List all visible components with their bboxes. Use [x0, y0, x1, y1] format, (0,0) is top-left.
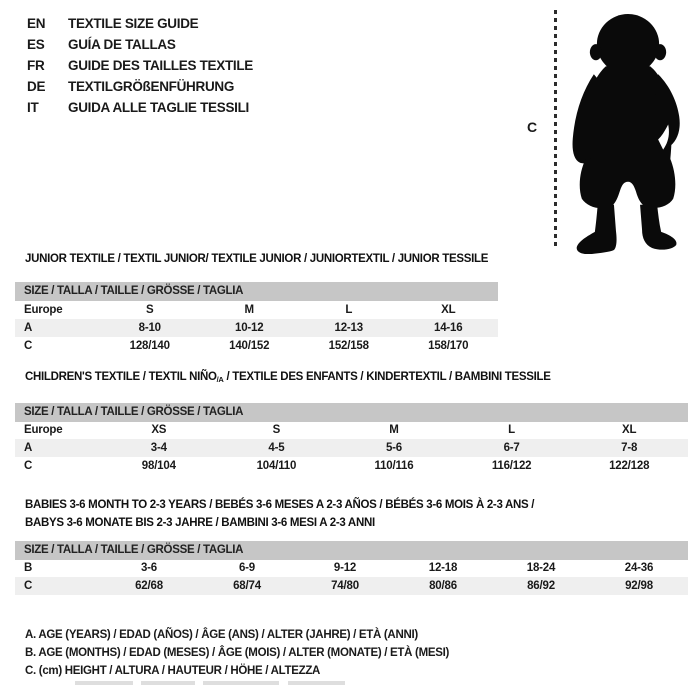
size-cell: 122/128	[609, 460, 650, 472]
size-cell: 6-7	[503, 442, 520, 454]
children-title-prefix: CHILDREN'S TEXTILE / TEXTIL NIÑO	[25, 371, 217, 383]
row-label: C	[24, 460, 33, 472]
children-table-title	[25, 371, 551, 384]
size-cell: S	[146, 304, 154, 316]
language-row-fr	[27, 55, 253, 76]
size-cell: XL	[441, 304, 456, 316]
size-cell: 24-36	[624, 562, 654, 574]
size-cell: 128/140	[129, 340, 170, 352]
size-cell: 74/80	[331, 580, 359, 592]
junior-size-header: SIZE / TALLA / TAILLE / GRÖSSE / TAGLIA	[15, 282, 498, 301]
row-label: C	[24, 580, 33, 592]
row-label: A	[24, 322, 33, 334]
language-code: EN	[27, 16, 46, 31]
size-cell: 158/170	[428, 340, 469, 352]
language-row-es	[27, 34, 253, 55]
language-row-en	[27, 13, 253, 34]
size-cell: 14-16	[434, 322, 463, 334]
language-code: ES	[27, 37, 45, 52]
size-cell: XS	[151, 424, 167, 436]
table-row	[15, 421, 688, 439]
babies-table-title-line1: BABIES 3-6 MONTH TO 2-3 YEARS / BEBÉS 3-6 MESES A 2-3 AÑOS / BÉBÉS 3-6 MOIS À 2-3 ANS /	[25, 499, 535, 511]
table-row	[15, 337, 498, 355]
size-cell: 4-5	[268, 442, 285, 454]
height-measure-label: C	[527, 119, 538, 135]
size-cell: M	[244, 304, 254, 316]
size-cell: 140/152	[229, 340, 270, 352]
size-cell: 18-24	[526, 562, 556, 574]
row-label: Europe	[24, 424, 63, 436]
row-label: B	[24, 562, 33, 574]
language-code: IT	[27, 100, 39, 115]
footnote-c: C. (cm) HEIGHT / ALTURA / HAUTEUR / HÖHE / ALTEZZA	[25, 665, 321, 677]
footnote-b: B. AGE (MONTHS) / EDAD (MESES) / ÂGE (MOIS) / ALTER (MONATE) / ETÀ (MESI)	[25, 647, 450, 659]
table-row	[15, 319, 498, 337]
size-cell: 3-6	[140, 562, 158, 574]
language-list	[27, 13, 253, 118]
size-cell: 110/116	[374, 460, 414, 472]
cutoff-text-remnant	[203, 681, 279, 685]
size-cell: 92/98	[625, 580, 653, 592]
size-cell: 98/104	[141, 460, 176, 472]
language-code: FR	[27, 58, 45, 73]
language-row-de	[27, 76, 253, 97]
cutoff-text-remnant	[141, 681, 195, 685]
size-cell: 116/122	[491, 460, 532, 472]
size-cell: 6-9	[238, 562, 256, 574]
size-cell: L	[345, 304, 353, 316]
size-cell: 10-12	[235, 322, 264, 334]
language-label: GUIDE DES TAILLES TEXTILE	[68, 58, 254, 73]
table-row	[15, 457, 688, 475]
language-label: GUÍA DE TALLAS	[68, 37, 176, 52]
size-cell: 68/74	[233, 580, 261, 592]
row-label: A	[24, 442, 33, 454]
language-label: GUIDA ALLE TAGLIE TESSILI	[68, 100, 249, 115]
row-label: Europe	[24, 304, 63, 316]
size-cell: 86/92	[527, 580, 555, 592]
size-cell: 7-8	[621, 442, 638, 454]
children-title-subscript: /A	[216, 375, 224, 384]
size-cell: L	[508, 424, 515, 436]
table-row	[15, 439, 688, 457]
size-cell: M	[389, 424, 399, 436]
row-label: C	[24, 340, 33, 352]
height-measure-dashed-line	[554, 10, 557, 248]
size-cell: 80/86	[429, 580, 457, 592]
language-label: TEXTILE SIZE GUIDE	[68, 16, 199, 31]
size-cell: 3-4	[150, 442, 167, 454]
size-cell: 152/158	[328, 340, 369, 352]
language-row-it	[27, 97, 253, 118]
size-cell: 9-12	[333, 562, 357, 574]
children-title-suffix: / TEXTILE DES ENFANTS / KINDERTEXTIL / BAMBINI TESSILE	[223, 371, 551, 383]
table-row	[15, 559, 688, 577]
language-label: TEXTILGRÖßENFÜHRUNG	[68, 79, 235, 94]
size-cell: 12-13	[334, 322, 363, 334]
table-row	[15, 577, 688, 595]
size-cell: 104/110	[256, 460, 297, 472]
size-cell: 62/68	[135, 580, 163, 592]
size-cell: 12-18	[428, 562, 458, 574]
toddler-silhouette-image	[561, 8, 693, 254]
children-size-header: SIZE / TALLA / TAILLE / GRÖSSE / TAGLIA	[15, 403, 688, 422]
table-row	[15, 301, 498, 319]
size-cell: 8-10	[138, 322, 161, 334]
size-cell: S	[272, 424, 281, 436]
babies-size-header: SIZE / TALLA / TAILLE / GRÖSSE / TAGLIA	[15, 541, 688, 560]
footnote-a: A. AGE (YEARS) / EDAD (AÑOS) / ÂGE (ANS) / ALTER (JAHRE) / ETÀ (ANNI)	[25, 629, 418, 641]
cutoff-text-remnant	[75, 681, 133, 685]
junior-table-title: JUNIOR TEXTILE / TEXTIL JUNIOR/ TEXTILE JUNIOR / JUNIORTEXTIL / JUNIOR TESSILE	[25, 253, 489, 265]
size-cell: XL	[622, 424, 637, 436]
babies-table-title-line2: BABYS 3-6 MONATE BIS 2-3 JAHRE / BAMBINI 3-6 MESI A 2-3 ANNI	[25, 517, 375, 529]
size-cell: 5-6	[385, 442, 402, 454]
cutoff-text-remnant	[288, 681, 345, 685]
language-code: DE	[27, 79, 46, 94]
